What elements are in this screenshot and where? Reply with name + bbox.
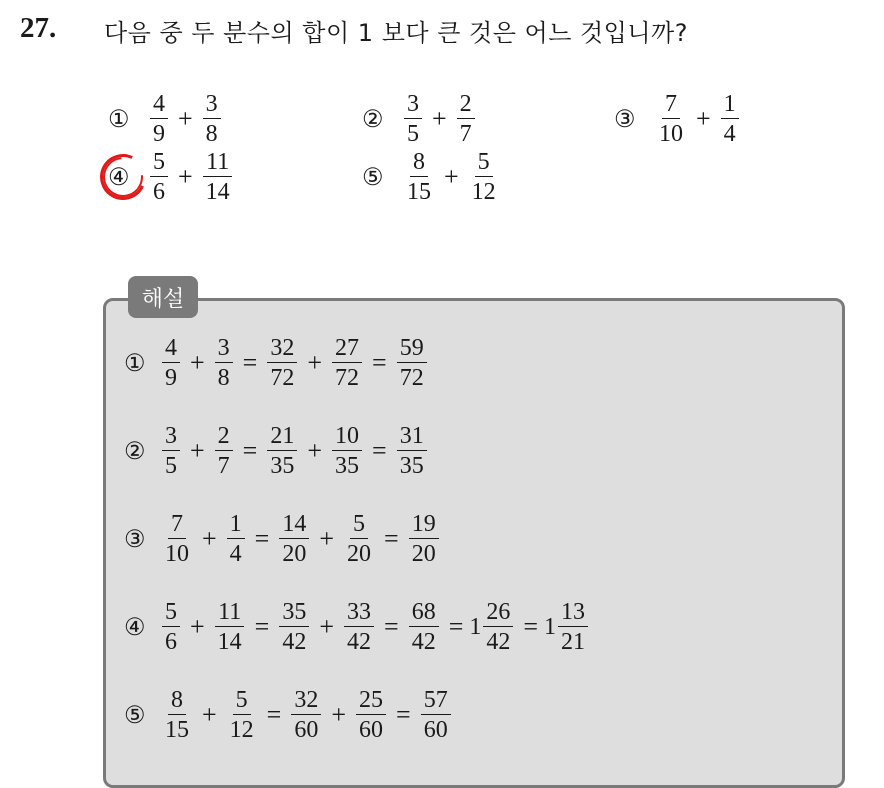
fraction [279, 512, 309, 566]
denominator: 72 [335, 365, 360, 391]
choice-1[interactable] [108, 92, 225, 146]
equals-sign: = [384, 524, 399, 553]
denominator: 15 [407, 179, 431, 205]
choice-2-marker: ② [362, 106, 384, 133]
fraction [227, 512, 245, 566]
solution-row-4 [124, 600, 592, 654]
fraction [162, 424, 180, 478]
numerator: 7 [168, 512, 186, 539]
numerator: 32 [267, 336, 297, 363]
denominator: 5 [407, 121, 419, 147]
denominator: 20 [282, 541, 307, 567]
equals-sign: = [372, 436, 387, 465]
mixed-number-whole: 1 [469, 613, 482, 640]
numerator: 11 [215, 600, 244, 627]
solution-row-2 [124, 424, 431, 478]
choice-4-fraction-b [203, 150, 233, 204]
fraction [397, 424, 427, 478]
numerator: 27 [332, 336, 362, 363]
numerator: 3 [215, 336, 233, 363]
plus-sign: + [331, 700, 347, 729]
numerator: 19 [409, 512, 439, 539]
numerator: 31 [397, 424, 427, 451]
numerator: 1 [227, 512, 245, 539]
plus-sign: + [190, 612, 205, 641]
denominator: 14 [205, 179, 230, 205]
solution-row-5 [124, 688, 455, 742]
plus-sign: + [202, 524, 217, 553]
equals-sign: = [242, 348, 258, 377]
solution-row-marker: ④ [124, 614, 146, 641]
choice-3-fraction-b [721, 92, 739, 146]
choice-5-marker: ⑤ [362, 164, 384, 191]
denominator: 60 [423, 717, 448, 743]
denominator: 42 [282, 629, 307, 655]
numerator: 1 [721, 92, 739, 119]
denominator: 7 [217, 453, 230, 479]
numerator: 11 [203, 150, 232, 177]
plus-sign: + [319, 524, 335, 553]
solution-row-3 [124, 512, 443, 566]
equals-sign: = [266, 700, 282, 729]
numerator: 32 [291, 688, 321, 715]
choice-5[interactable] [362, 150, 503, 204]
denominator: 12 [471, 179, 496, 205]
equals-sign: = [242, 436, 258, 465]
choice-2[interactable] [362, 92, 479, 146]
fraction [332, 336, 362, 390]
fraction [162, 600, 180, 654]
equals-sign: = [254, 612, 270, 641]
numerator: 59 [397, 336, 427, 363]
question-text: 다음 중 두 분수의 합이 1 보다 큰 것은 어느 것입니까? [104, 19, 688, 47]
denominator: 42 [411, 629, 436, 655]
numerator: 8 [168, 688, 186, 715]
numerator: 14 [279, 512, 309, 539]
plus-sign: + [444, 162, 459, 191]
numerator: 21 [267, 424, 297, 451]
fraction [332, 424, 362, 478]
denominator: 35 [270, 453, 295, 479]
fraction [227, 688, 257, 742]
solution-row-marker: ① [124, 350, 146, 377]
choice-4-marker: ④ [108, 164, 130, 191]
denominator: 60 [294, 717, 319, 743]
numerator: 57 [421, 688, 451, 715]
denominator: 12 [229, 717, 254, 743]
plus-sign: + [307, 348, 323, 377]
numerator: 2 [215, 424, 233, 451]
numerator: 5 [475, 150, 493, 177]
denominator: 35 [335, 453, 360, 479]
plus-sign: + [432, 104, 447, 133]
numerator: 68 [409, 600, 439, 627]
denominator: 60 [359, 717, 384, 743]
fraction [409, 600, 439, 654]
numerator: 2 [457, 92, 475, 119]
fraction [162, 512, 192, 566]
denominator: 72 [399, 365, 424, 391]
denominator: 4 [723, 121, 736, 147]
equals-sign: = [396, 700, 411, 729]
fraction [344, 512, 374, 566]
denominator: 72 [270, 365, 295, 391]
denominator: 21 [561, 629, 586, 655]
fraction [279, 600, 309, 654]
equals-sign: = [372, 348, 387, 377]
numerator: 33 [344, 600, 374, 627]
choice-2-fraction-b [457, 92, 475, 146]
numerator: 5 [150, 150, 168, 177]
denominator: 20 [347, 541, 372, 567]
denominator: 6 [165, 629, 177, 655]
fraction [356, 688, 386, 742]
denominator: 7 [459, 121, 472, 147]
plus-sign: + [190, 348, 205, 377]
denominator: 9 [153, 121, 165, 147]
denominator: 4 [229, 541, 242, 567]
fraction [162, 688, 192, 742]
denominator: 9 [165, 365, 177, 391]
plus-sign: + [696, 104, 711, 133]
denominator: 35 [399, 453, 424, 479]
denominator: 14 [217, 629, 242, 655]
choice-5-fraction-a [404, 150, 434, 204]
denominator: 20 [411, 541, 436, 567]
numerator: 25 [356, 688, 386, 715]
question-number: 27. [20, 12, 57, 44]
mixed-number-whole: 1 [544, 613, 557, 640]
solution-row-marker: ② [124, 438, 146, 465]
numerator: 3 [162, 424, 180, 451]
denominator: 42 [347, 629, 372, 655]
fraction [215, 424, 233, 478]
fraction [409, 512, 439, 566]
plus-sign: + [178, 104, 193, 133]
fraction [291, 688, 321, 742]
denominator: 8 [217, 365, 230, 391]
numerator: 3 [203, 92, 221, 119]
choice-1-fraction-a [150, 92, 168, 146]
numerator: 26 [483, 600, 513, 627]
solution-row-marker: ③ [124, 526, 146, 553]
choice-3-marker: ③ [614, 106, 636, 133]
numerator: 4 [150, 92, 168, 119]
plus-sign: + [202, 700, 217, 729]
choice-1-marker: ① [108, 106, 130, 133]
numerator: 35 [279, 600, 309, 627]
fraction [421, 688, 451, 742]
fraction [483, 600, 513, 654]
equals-sign: = [254, 524, 270, 553]
fraction [267, 336, 297, 390]
fraction [344, 600, 374, 654]
equals-sign: = [448, 612, 464, 641]
fraction [215, 600, 245, 654]
denominator: 8 [205, 121, 218, 147]
denominator: 5 [165, 453, 177, 479]
choice-4-fraction-a [150, 150, 168, 204]
plus-sign: + [178, 162, 193, 191]
choice-3[interactable] [614, 92, 743, 146]
fraction [558, 600, 588, 654]
fraction [215, 336, 233, 390]
numerator: 7 [662, 92, 680, 119]
denominator: 42 [486, 629, 511, 655]
numerator: 5 [350, 512, 368, 539]
fraction [397, 336, 427, 390]
choice-1-fraction-b [203, 92, 221, 146]
denominator: 10 [659, 121, 683, 147]
equals-sign: = [384, 612, 399, 641]
choice-3-fraction-a [656, 92, 686, 146]
solution-label: 해설 [128, 276, 198, 318]
plus-sign: + [307, 436, 323, 465]
denominator: 6 [153, 179, 165, 205]
numerator: 5 [233, 688, 251, 715]
numerator: 8 [410, 150, 428, 177]
solution-row-marker: ⑤ [124, 702, 146, 729]
numerator: 5 [162, 600, 180, 627]
plus-sign: + [190, 436, 205, 465]
solution-row-1 [124, 336, 431, 390]
fraction [162, 336, 180, 390]
numerator: 10 [332, 424, 362, 451]
denominator: 10 [165, 541, 189, 567]
numerator: 3 [404, 92, 422, 119]
equals-sign: = [523, 612, 539, 641]
choice-2-fraction-a [404, 92, 422, 146]
plus-sign: + [319, 612, 335, 641]
choice-5-fraction-b [469, 150, 499, 204]
numerator: 13 [558, 600, 588, 627]
denominator: 15 [165, 717, 189, 743]
numerator: 4 [162, 336, 180, 363]
fraction [267, 424, 297, 478]
